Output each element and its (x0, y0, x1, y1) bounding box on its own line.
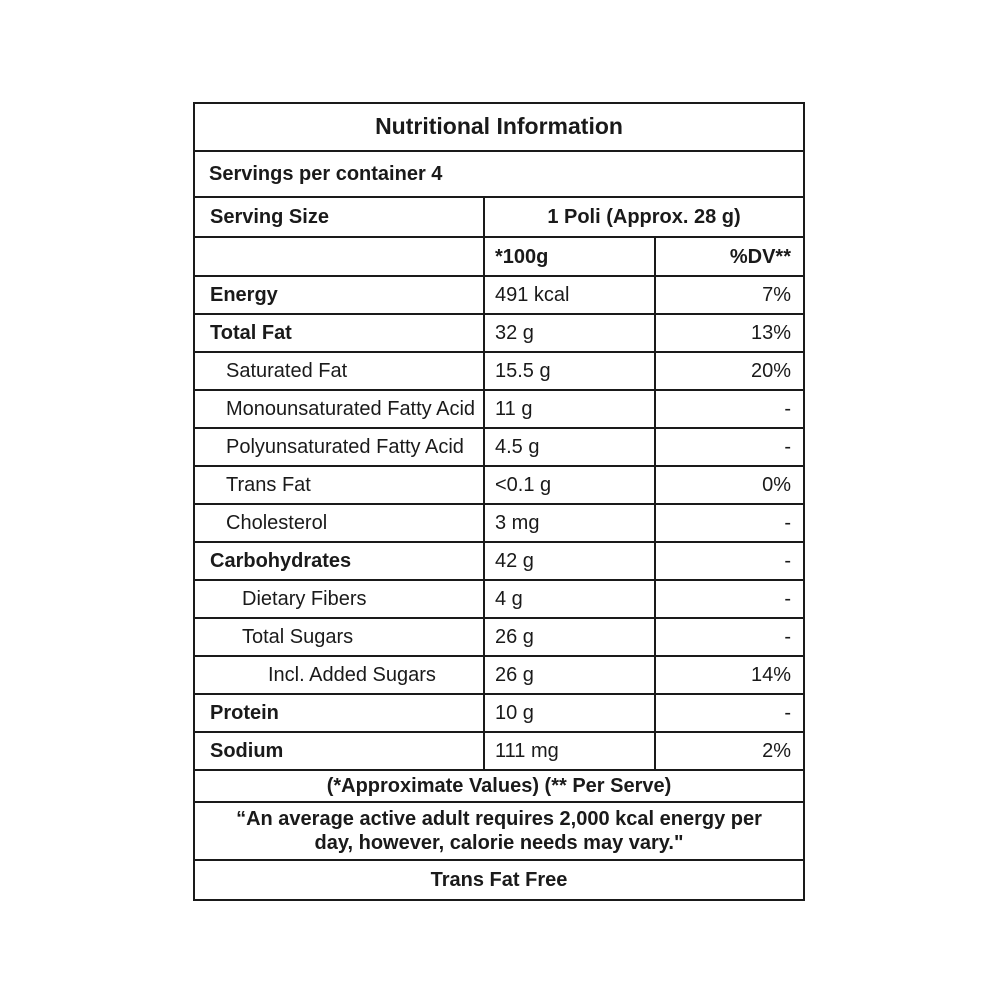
table-row (195, 619, 803, 657)
nutrient-amount: 26 g (485, 657, 656, 693)
table-row (195, 505, 803, 543)
column-header-dv: %DV** (729, 245, 791, 268)
nutrient-name: Total Fat (195, 315, 485, 351)
column-header-per100g: *100g (485, 238, 656, 275)
nutrient-dv: 0% (762, 474, 791, 496)
approximate-values-footnote: (*Approximate Values) (** Per Serve) (326, 775, 672, 797)
nutrient-dv: - (784, 588, 791, 610)
nutrient-amount: 4 g (485, 581, 656, 617)
nutrient-name: Energy (195, 277, 485, 313)
nutrient-dv: - (784, 398, 791, 420)
nutrient-name: Monounsaturated Fatty Acid (195, 391, 485, 427)
advice-row (195, 803, 803, 861)
table-row (195, 315, 803, 353)
nutrient-amount: 32 g (485, 315, 656, 351)
nutrient-name: Trans Fat (195, 467, 485, 503)
nutrient-dv: - (784, 702, 791, 724)
nutrient-dv: 2% (762, 740, 791, 762)
energy-advice-line-2: day, however, calorie needs may vary." (314, 832, 684, 854)
serving-size-label: Serving Size (195, 198, 485, 236)
footnote-row (195, 771, 803, 803)
nutrient-amount: <0.1 g (485, 467, 656, 503)
nutrient-name: Polyunsaturated Fatty Acid (195, 429, 485, 465)
nutrient-dv: 13% (750, 322, 791, 344)
nutrient-name: Protein (195, 695, 485, 731)
nutrient-name: Carbohydrates (195, 543, 485, 579)
header-blank-cell (195, 238, 485, 275)
nutrient-name: Sodium (195, 733, 485, 769)
nutrient-dv: - (784, 550, 791, 572)
nutrient-amount: 111 mg (485, 733, 656, 769)
nutrient-amount: 491 kcal (485, 277, 656, 313)
table-row (195, 657, 803, 695)
title-row (195, 104, 803, 152)
nutrient-name: Cholesterol (195, 505, 485, 541)
nutrient-name: Saturated Fat (195, 353, 485, 389)
servings-row (195, 152, 803, 198)
table-row (195, 543, 803, 581)
table-row (195, 467, 803, 505)
nutrition-facts-panel (193, 102, 805, 901)
energy-advice (195, 803, 803, 859)
table-row (195, 353, 803, 391)
column-header-row (195, 238, 803, 277)
trans-fat-free-claim: Trans Fat Free (430, 869, 568, 891)
nutrient-amount: 10 g (485, 695, 656, 731)
nutrient-dv: - (784, 626, 791, 648)
nutrient-name: Dietary Fibers (195, 581, 485, 617)
table-row (195, 429, 803, 467)
energy-advice-line-1: “An average active adult requires 2,000 kcal energy per (236, 808, 762, 830)
table-row (195, 581, 803, 619)
serving-size-value: 1 Poli (Approx. 28 g) (547, 206, 741, 228)
nutrient-amount: 4.5 g (485, 429, 656, 465)
servings-per-container: Servings per container 4 (209, 163, 443, 185)
nutrient-dv: - (784, 512, 791, 534)
panel-title: Nutritional Information (375, 113, 623, 140)
nutrient-amount: 26 g (485, 619, 656, 655)
trans-fat-free-row (195, 861, 803, 899)
nutrient-dv: 14% (750, 664, 791, 686)
nutrient-dv: 7% (762, 284, 791, 306)
table-row (195, 695, 803, 733)
nutrient-amount: 15.5 g (485, 353, 656, 389)
nutrient-dv: - (784, 436, 791, 458)
table-row (195, 277, 803, 315)
nutrient-amount: 11 g (485, 391, 656, 427)
table-row (195, 391, 803, 429)
serving-size-row (195, 198, 803, 238)
nutrient-dv: 20% (750, 360, 791, 382)
table-row (195, 733, 803, 771)
nutrient-amount: 42 g (485, 543, 656, 579)
nutrient-name: Incl. Added Sugars (195, 657, 485, 693)
nutrient-amount: 3 mg (485, 505, 656, 541)
nutrient-name: Total Sugars (195, 619, 485, 655)
